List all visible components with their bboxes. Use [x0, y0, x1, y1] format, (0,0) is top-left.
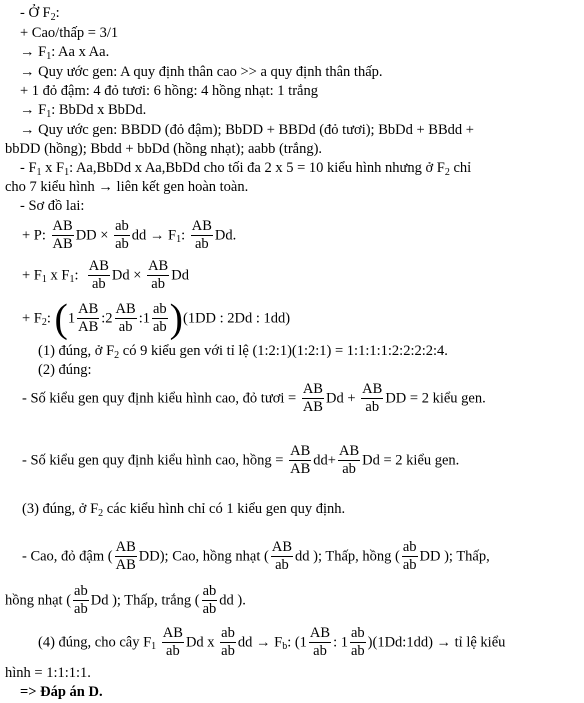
numerator: AB	[52, 218, 73, 235]
text: Dd	[214, 227, 233, 244]
text: hồng nhạt (	[5, 592, 72, 609]
statement-3-phenotypes-2	[5, 580, 246, 621]
denominator: ab	[194, 236, 209, 253]
numerator: AB	[78, 301, 99, 318]
numerator: AB	[191, 218, 212, 235]
text: - F	[20, 160, 37, 176]
numerator: AB	[115, 539, 136, 556]
times-sign: ×	[133, 267, 142, 284]
left-paren: (	[54, 295, 68, 341]
text: + F	[22, 310, 42, 327]
text: dd ); Thấp, hồng (	[295, 548, 400, 565]
genotype-fraction	[361, 382, 383, 415]
text: Dd	[111, 267, 130, 284]
statement-2: (2) đúng:	[38, 362, 92, 378]
line-gene-convention-b: → Quy ước gen: BBDD (đỏ đậm); BbDD + BBDd (đỏ tươi); BbDd + BBdd +	[20, 122, 474, 138]
text: → F	[20, 44, 47, 60]
text: + P:	[22, 227, 46, 244]
denominator: ab	[202, 601, 217, 618]
denominator: ab	[221, 643, 235, 660]
line-color-ratio: + 1 đỏ đậm: 4 đỏ tươi: 6 hồng: 4 hồng nhạt: 1 trắng	[20, 83, 318, 99]
text: +	[347, 390, 356, 407]
text: dd	[131, 227, 147, 244]
genotype-fraction	[191, 219, 213, 252]
numerator: AB	[309, 625, 331, 642]
subscript: b	[282, 641, 288, 652]
denominator: AB	[52, 236, 73, 253]
numerator: AB	[362, 381, 383, 398]
denominator: AB	[302, 399, 323, 416]
right-paren: )	[169, 295, 183, 341]
text: dd	[313, 452, 328, 469]
denominator: AB	[78, 319, 99, 336]
subscript: 1	[36, 167, 42, 178]
denominator: ab	[91, 276, 106, 293]
genotype-fraction	[114, 219, 130, 252]
final-answer: => Đáp án D.	[20, 684, 103, 700]
text: dd → F	[237, 634, 283, 651]
line-gene-convention-a: → Quy ước gen: A quy định thân cao >> a quy định thân thấp.	[20, 64, 383, 80]
cross-p-line	[22, 216, 236, 255]
text: x F	[46, 267, 70, 284]
numerator: ab	[221, 625, 235, 642]
text: 2	[105, 310, 113, 327]
statement-2-tall-pink	[22, 440, 459, 481]
statement-3	[22, 500, 345, 518]
text: dd ).	[219, 592, 246, 609]
text: +	[327, 452, 336, 469]
numerator: AB	[290, 443, 311, 460]
genotype-fraction	[271, 540, 293, 573]
subscript: 2	[444, 167, 450, 178]
times-sign: ×	[100, 227, 109, 244]
text: → F	[149, 227, 177, 244]
numerator: AB	[162, 625, 183, 642]
genotype-fraction	[289, 444, 311, 477]
text: DD	[75, 227, 97, 244]
text: : BbDd x BbDd.	[51, 102, 147, 118]
numerator: ab	[402, 539, 417, 556]
denominator: ab	[365, 399, 380, 416]
genotype-fraction	[147, 259, 169, 292]
text: :	[74, 267, 79, 284]
text: = 2 kiểu gen.	[409, 390, 486, 407]
subscript: 1	[46, 51, 52, 62]
text: x F	[41, 160, 65, 176]
line-cross-diagram-heading: - Sơ đồ lai:	[20, 198, 85, 214]
genotype-fraction	[88, 259, 110, 292]
text: :	[181, 227, 186, 244]
genotype-fraction	[77, 302, 99, 335]
text: Dd	[171, 267, 189, 284]
text: :	[46, 310, 51, 327]
text: DD	[385, 390, 407, 407]
text: (3) đúng, ở F	[22, 501, 99, 517]
text: Dd	[362, 452, 380, 469]
genotype-fraction	[220, 626, 236, 659]
subscript: 1	[41, 274, 47, 285]
numerator: AB	[115, 301, 136, 318]
genotype-fraction	[402, 540, 418, 573]
line-ratio: + Cao/thấp = 3/1	[20, 25, 119, 41]
genotype-fraction	[162, 626, 184, 659]
subscript: 1	[64, 167, 70, 178]
subscript: 1	[151, 641, 157, 652]
text: có 9 kiểu gen với tỉ lệ (1:2:1)(1:2:1) = 1:1:1:1:2:2:2:2:4.	[119, 343, 448, 359]
cross-f1xf1-line	[22, 256, 189, 295]
text: :	[101, 310, 106, 327]
line-f2-heading	[20, 4, 60, 22]
line-gene-convention-b-cont: bbDD (hồng); Bbdd + bbDd (hồng nhạt); aabb (trắng).	[5, 141, 323, 157]
line-linkage-conclusion: cho 7 kiểu hình → liên kết gen hoàn toàn.	[5, 179, 249, 195]
cross-f2-line	[22, 297, 290, 340]
genotype-fraction	[302, 382, 324, 415]
numerator: AB	[338, 443, 360, 460]
statement-1	[38, 342, 448, 360]
numerator: ab	[350, 625, 365, 642]
genotype-fraction	[115, 540, 137, 573]
text: 1	[67, 310, 76, 327]
text: DD); Cao, hồng nhạt (	[138, 548, 269, 565]
text: Dd ); Thấp, trắng (	[90, 592, 200, 609]
text: : 1	[333, 634, 348, 651]
subscript: 2	[114, 350, 120, 361]
text: : (1	[287, 634, 307, 651]
genotype-fraction	[338, 444, 360, 477]
denominator: ab	[74, 601, 88, 618]
text: - Số kiểu gen quy định kiểu hình cao, đỏ tươi =	[22, 390, 297, 407]
denominator: ab	[115, 236, 129, 253]
numerator: ab	[202, 583, 217, 600]
line-f1-bbdd	[20, 101, 146, 119]
text: + F	[22, 267, 42, 284]
denominator: ab	[118, 319, 133, 336]
text: (1DD : 2Dd : 1dd)	[183, 310, 291, 327]
text: = 2 kiểu gen.	[383, 452, 460, 469]
text: : Aa x Aa.	[51, 44, 110, 60]
text: các kiểu hình chỉ có 1 kiểu gen quy định.	[103, 501, 346, 517]
text: :	[138, 310, 143, 327]
text: (1) đúng, ở F	[38, 343, 115, 359]
genotype-fraction	[152, 302, 168, 335]
text: (4) đúng, cho cây F	[38, 634, 152, 651]
denominator: ab	[342, 461, 356, 478]
numerator: ab	[74, 583, 88, 600]
statement-4	[38, 622, 505, 663]
text: DD ); Thấp,	[419, 548, 490, 565]
text: .	[232, 227, 237, 244]
numerator: ab	[115, 218, 129, 235]
text: - Ở F	[20, 5, 51, 21]
subscript: 2	[98, 508, 104, 519]
line-f1-aa	[20, 43, 109, 61]
denominator: ab	[275, 557, 289, 574]
denominator: ab	[166, 643, 180, 660]
genotype-fraction	[350, 626, 366, 659]
numerator: AB	[88, 258, 109, 275]
subscript: 2	[41, 317, 47, 328]
text: : Aa,BbDd x Aa,BbDd cho tối đa 2 x 5 = 10 kiểu hình nhưng ở F	[69, 160, 445, 176]
text: - Số kiểu gen quy định kiểu hình cao, hồng =	[22, 452, 284, 469]
text: - Cao, đỏ đậm (	[22, 548, 113, 565]
denominator: ab	[313, 643, 327, 660]
statement-3-phenotypes-1	[22, 536, 490, 577]
numerator: ab	[152, 301, 167, 318]
text: 1	[142, 310, 150, 327]
numerator: AB	[302, 381, 323, 398]
numerator: AB	[271, 539, 292, 556]
text: chỉ	[449, 160, 472, 176]
text: Dd x	[185, 634, 215, 651]
genotype-fraction	[309, 626, 331, 659]
subscript: 2	[50, 12, 56, 23]
subscript: 1	[46, 109, 52, 120]
numerator: AB	[148, 258, 169, 275]
genotype-fraction	[202, 584, 218, 617]
denominator: ab	[151, 276, 165, 293]
denominator: AB	[290, 461, 311, 478]
denominator: ab	[152, 319, 167, 336]
line-f1xf1-reasoning	[20, 159, 471, 177]
text: )(1Dd:1dd) → tỉ lệ kiểu	[367, 634, 506, 651]
genotype-fraction	[115, 302, 137, 335]
denominator: ab	[402, 557, 417, 574]
text: :	[55, 5, 60, 21]
denominator: AB	[115, 557, 136, 574]
statement-4-result: hình = 1:1:1:1.	[5, 665, 91, 681]
denominator: ab	[350, 643, 365, 660]
subscript: 1	[69, 274, 75, 285]
text: → F	[20, 102, 47, 118]
genotype-fraction	[52, 219, 74, 252]
text: Dd	[325, 390, 344, 407]
subscript: 1	[176, 234, 182, 245]
statement-2-tall-red	[22, 378, 486, 419]
genotype-fraction	[73, 584, 89, 617]
